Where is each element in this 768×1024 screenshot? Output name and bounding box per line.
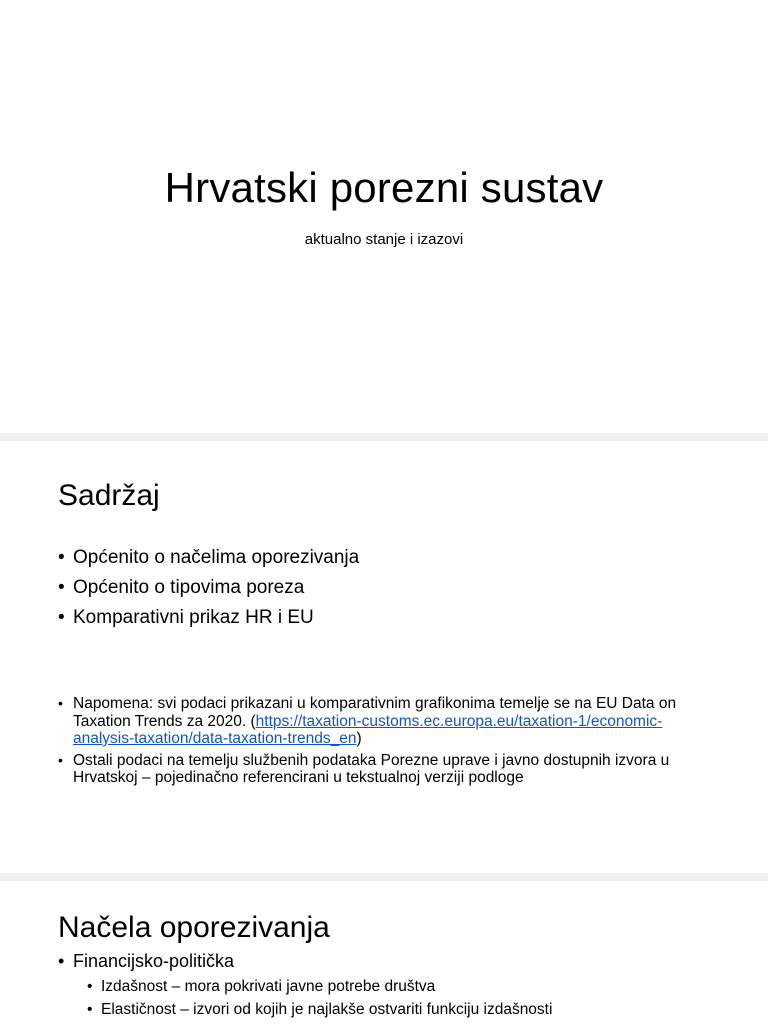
note-item	[58, 751, 723, 787]
bullet-icon: •	[58, 751, 63, 768]
bullet-icon: •	[58, 547, 65, 568]
slide-separator	[0, 873, 768, 881]
list-item-text: Općenito o načelima oporezivanja	[73, 547, 360, 568]
principles-sublist	[87, 975, 553, 1021]
list-item	[58, 949, 235, 973]
bullet-icon: •	[87, 1001, 93, 1018]
list-item-text: Izdašnost – mora pokrivati javne potrebe društva	[101, 978, 436, 995]
slide-separator	[0, 433, 768, 441]
contents-list	[58, 546, 360, 636]
principles-list	[58, 949, 235, 973]
bullet-icon: •	[58, 577, 65, 598]
list-item-text: Općenito o tipovima poreza	[73, 577, 305, 598]
bullet-icon: •	[58, 695, 63, 711]
presentation-subtitle: aktualno stanje i izazovi	[304, 231, 464, 248]
list-item	[58, 576, 359, 606]
bullet-icon: •	[58, 607, 65, 628]
slide-title	[0, 0, 768, 433]
list-item	[87, 975, 552, 998]
list-item	[87, 998, 553, 1021]
list-item-text: Financijsko-politička	[73, 951, 235, 971]
notes-list	[58, 695, 723, 791]
slide-contents	[0, 441, 768, 873]
bullet-icon: •	[87, 978, 93, 995]
principles-heading: Načela oporezivanja	[58, 911, 330, 944]
slide-principles	[0, 881, 768, 1024]
contents-heading: Sadržaj	[58, 479, 160, 512]
bullet-icon: •	[58, 951, 65, 971]
note-lead-text: Napomena: svi podaci prikazani u komparativnim grafikonima temelje se na EU Data on Taxation Trends za 2020. (	[73, 695, 677, 730]
note-text: Ostali podaci na temelju službenih podataka Porezne uprave i javno dostupnih izvora u Hrvatskoj – pojedinačno referencirani u tekstualnoj verziji podloge	[73, 751, 670, 786]
presentation-title: Hrvatski porezni sustav	[164, 164, 604, 211]
list-item	[58, 606, 359, 636]
note-tail-text: )	[356, 730, 362, 747]
list-item	[58, 546, 360, 576]
taxation-trends-link[interactable]: https://taxation-customs.ec.europa.eu/taxation-1/economic-analysis-taxation/data-taxation-trends_en	[73, 712, 663, 747]
list-item-text: Elastičnost – izvori od kojih je najlakše ostvariti funkciju izdašnosti	[101, 1001, 553, 1018]
note-item	[58, 695, 723, 748]
list-item-text: Komparativni prikaz HR i EU	[73, 607, 314, 628]
